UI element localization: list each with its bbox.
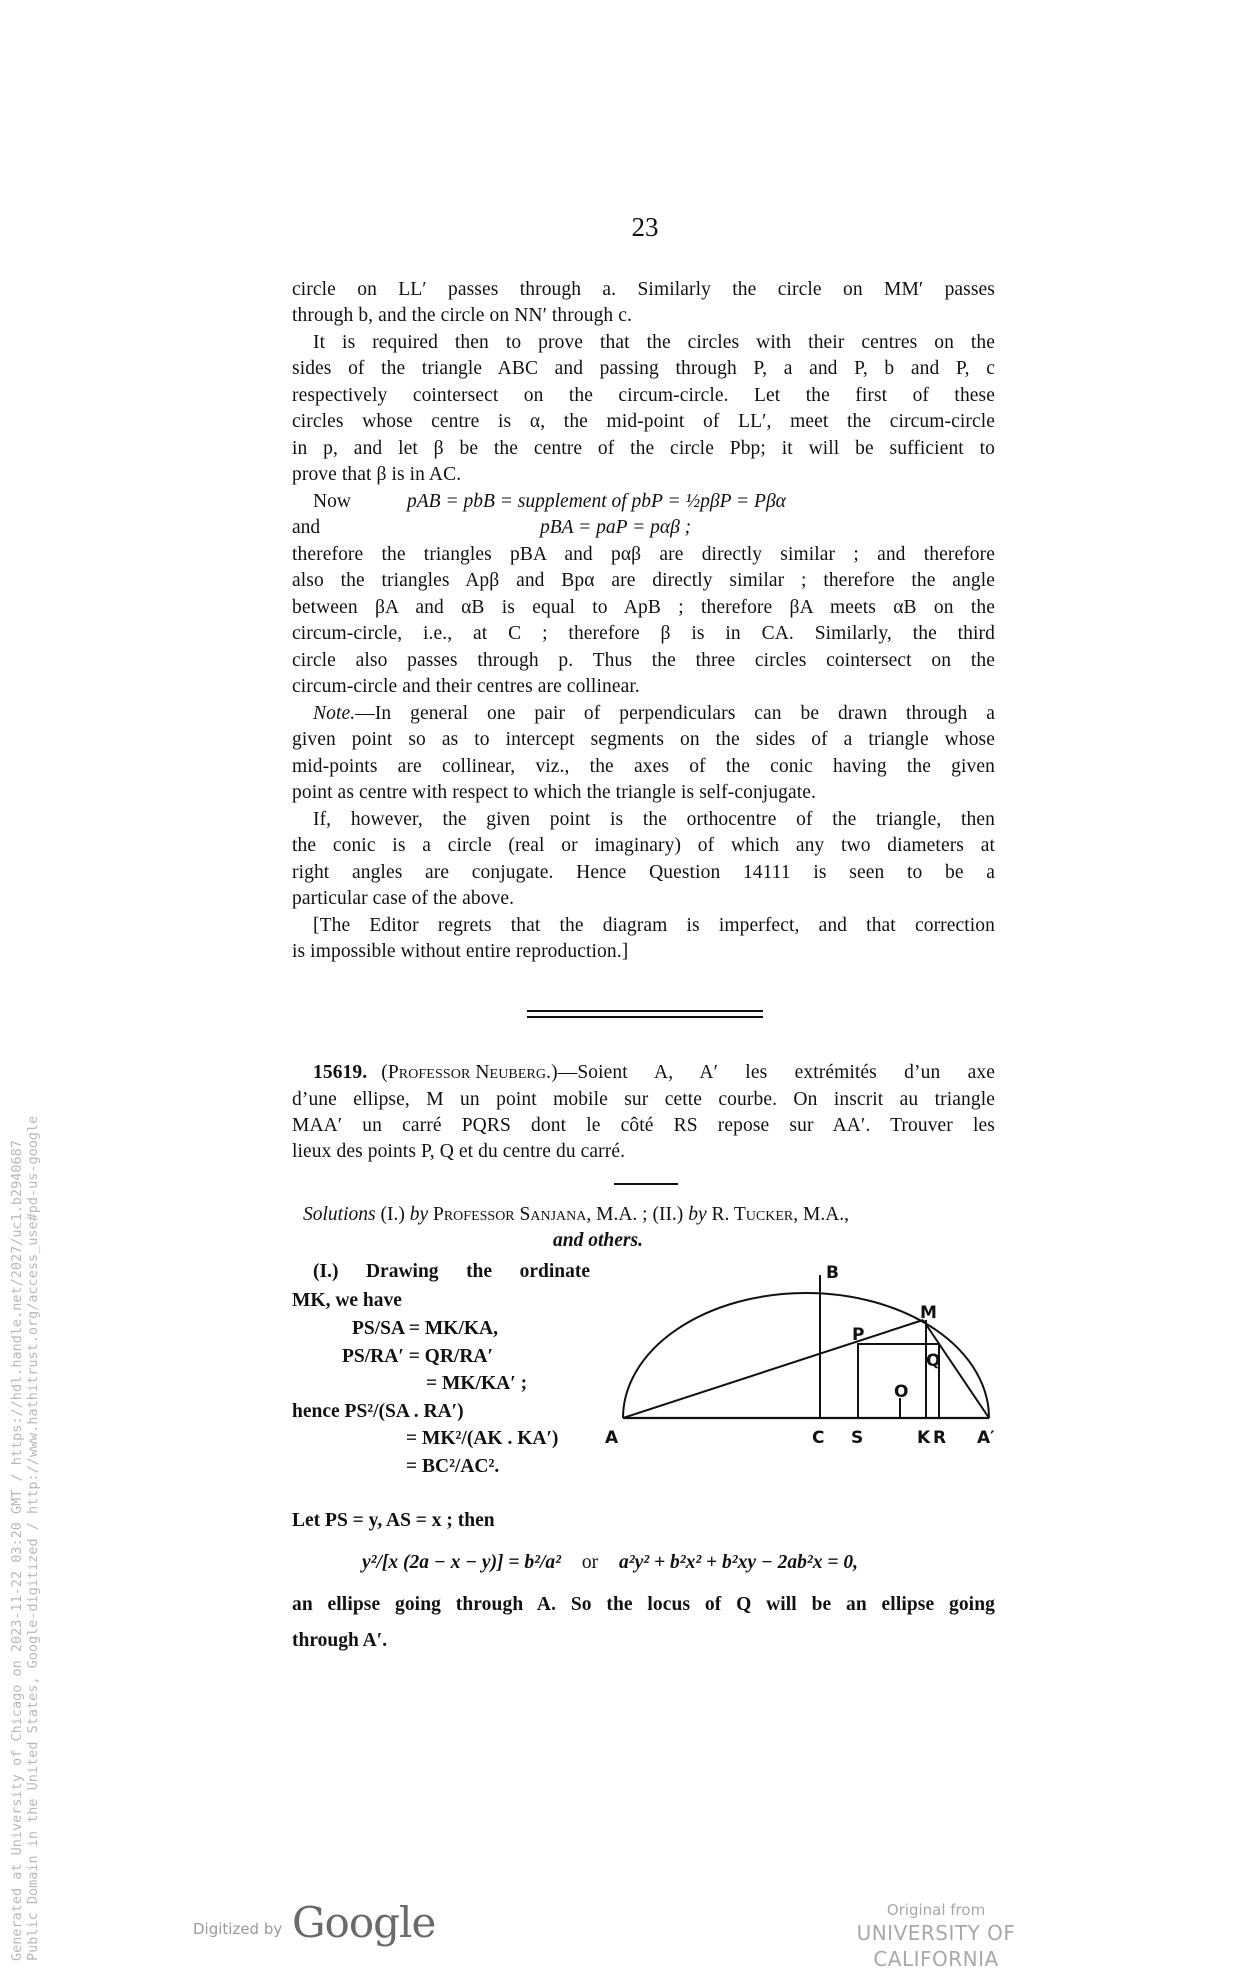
text-line: circle on LL′ passes through a. Similarly the circle on MM′ passes — [292, 279, 995, 300]
equation-or: or — [581, 1552, 599, 1573]
solver-1: Professor Sanjana, M.A. ; — [432, 1204, 648, 1225]
short-rule — [614, 1183, 678, 1185]
locus-equation — [362, 1550, 858, 1576]
original-from-label: Original from — [886, 1901, 986, 1919]
ellipse-square-diagram — [600, 1260, 1010, 1450]
solution-line: MK, we have — [292, 1290, 402, 1311]
note-text: —In general one pair of perpendiculars can be drawn through a — [355, 703, 995, 724]
label-S: S — [851, 1428, 864, 1448]
label-C: C — [812, 1428, 825, 1448]
text-line: circle also passes through p. Thus the three circles cointersect on the — [292, 650, 995, 671]
and-equation: pBA = paP = pαβ ; — [540, 517, 692, 538]
label-M: M — [920, 1303, 937, 1323]
problem-first-line — [313, 1060, 995, 1086]
page-number: 23 — [631, 212, 659, 242]
and-others: and others. — [553, 1230, 643, 1251]
solution-line: PS/RA′ = QR/RA′ — [342, 1346, 494, 1367]
note-label: Note. — [313, 703, 356, 724]
solver-2: R. Tucker, M.A., — [711, 1204, 850, 1225]
solution-1-label: (I.) — [380, 1204, 405, 1225]
solution-line: hence PS²/(SA . RA′) — [292, 1401, 464, 1422]
solutions-word: Solutions — [303, 1204, 376, 1225]
label-B: B — [826, 1263, 839, 1283]
label-A: A — [605, 1428, 619, 1448]
label-Q: Q — [926, 1351, 941, 1371]
solution-line: (I.) Drawing the ordinate — [313, 1261, 590, 1282]
solution-line: = MK/KA′ ; — [426, 1373, 528, 1394]
text-line: therefore the triangles pBA and pαβ are directly similar ; and therefore — [292, 544, 995, 565]
now-equation: pAB = pbB = supplement of pbP = ½pβP = Pβα — [407, 491, 786, 512]
text-line: It is required then to prove that the circles with their centres on the — [313, 332, 995, 353]
watermark-line-1: Generated at University of Chicago on 2023-11-22 03:20 GMT / https://hdl.handle.net/2027/uc1.b2940687 — [9, 1140, 25, 1961]
now-label: Now — [313, 491, 351, 512]
solution-line: = MK²/(AK . KA′) — [406, 1428, 559, 1449]
text-line: the conic is a circle (real or imaginary) of which any two diameters at — [292, 835, 995, 856]
text-line: also the triangles Apβ and Bpα are directly similar ; therefore the angle — [292, 570, 995, 591]
problem-proposer: (Professor Neuberg.) — [381, 1062, 558, 1083]
text-line: d’une ellipse, M un point mobile sur cette courbe. On inscrit au triangle — [292, 1089, 995, 1110]
label-K: K — [917, 1428, 931, 1448]
solution-2-label: (II.) — [652, 1204, 684, 1225]
solution-line: = BC²/AC². — [406, 1456, 500, 1477]
google-logo: Google — [292, 1898, 436, 1947]
text-line: in p, and let β be the centre of the circle Pbp; it will be sufficient to — [292, 438, 995, 459]
separator-rule-top — [527, 1010, 763, 1012]
original-from-block — [800, 1900, 1072, 1972]
watermark-line-2: Public Domain in the United States, Google-digitized / http://www.hathitrust.org/access_use#pd-us-google — [25, 1115, 41, 1961]
text-line: circles whose centre is α, the mid-point of LL′, meet the circum-circle — [292, 411, 995, 432]
institution-name: UNIVERSITY OF CALIFORNIA — [856, 1921, 1016, 1971]
text-line: particular case of the above. — [292, 888, 515, 909]
text-line: point as centre with respect to which the triangle is self-conjugate. — [292, 782, 817, 803]
text-line: circum-circle and their centres are collinear. — [292, 676, 640, 697]
editor-note-line: [The Editor regrets that the diagram is imperfect, and that correction — [313, 915, 995, 936]
problem-number: 15619. — [313, 1062, 368, 1083]
equation-left: y²/[x (2a − x − y)] = b²/a² — [362, 1552, 562, 1573]
text-line: lieux des points P, Q et du centre du carré. — [292, 1141, 626, 1162]
label-O: O — [894, 1382, 909, 1402]
label-R: R — [933, 1428, 947, 1448]
solutions-heading — [303, 1202, 849, 1228]
editor-note-line: is impossible without entire reproduction.] — [292, 941, 629, 962]
by-1: by — [409, 1204, 429, 1225]
hathitrust-watermark — [9, 951, 41, 1961]
text-line: given point so as to intercept segments on the sides of a triangle whose — [292, 729, 995, 750]
text-line: between βA and αB is equal to ApB ; therefore βA meets αB on the — [292, 597, 995, 618]
equation-right: a²y² + b²x² + b²xy − 2ab²x = 0, — [619, 1552, 858, 1573]
text-line: prove that β is in AC. — [292, 464, 462, 485]
solution-line: through A′. — [292, 1630, 388, 1651]
solution-line: PS/SA = MK/KA, — [352, 1318, 499, 1339]
text-line: sides of the triangle ABC and passing through P, a and P, b and P, c — [292, 358, 995, 379]
text-line: through b, and the circle on NN′ through c. — [292, 305, 632, 326]
solution-line: Let PS = y, AS = x ; then — [292, 1510, 495, 1531]
text-line: mid-points are collinear, viz., the axes of the conic having the given — [292, 756, 995, 777]
label-A-prime: A′ — [977, 1428, 995, 1448]
separator-rule-bottom — [527, 1016, 763, 1018]
solution-line: an ellipse going through A. So the locus of Q will be an ellipse going — [292, 1594, 995, 1615]
text-line: circum-circle, i.e., at C ; therefore β is in CA. Similarly, the third — [292, 623, 995, 644]
label-P: P — [852, 1325, 865, 1345]
text-line: If, however, the given point is the orthocentre of the triangle, then — [313, 809, 995, 830]
text-line: MAA′ un carré PQRS dont le côté RS repose sur AA′. Trouver les — [292, 1115, 995, 1136]
digitized-by-label: Digitized by — [193, 1920, 283, 1938]
note-line — [313, 701, 995, 727]
by-2: by — [688, 1204, 707, 1225]
problem-text: —Soient A, A′ les extrémités d’un axe — [557, 1062, 995, 1083]
text-line: right angles are conjugate. Hence Question 14111 is seen to be a — [292, 862, 995, 883]
text-line: respectively cointersect on the circum-circle. Let the first of these — [292, 385, 995, 406]
and-label: and — [292, 517, 321, 538]
